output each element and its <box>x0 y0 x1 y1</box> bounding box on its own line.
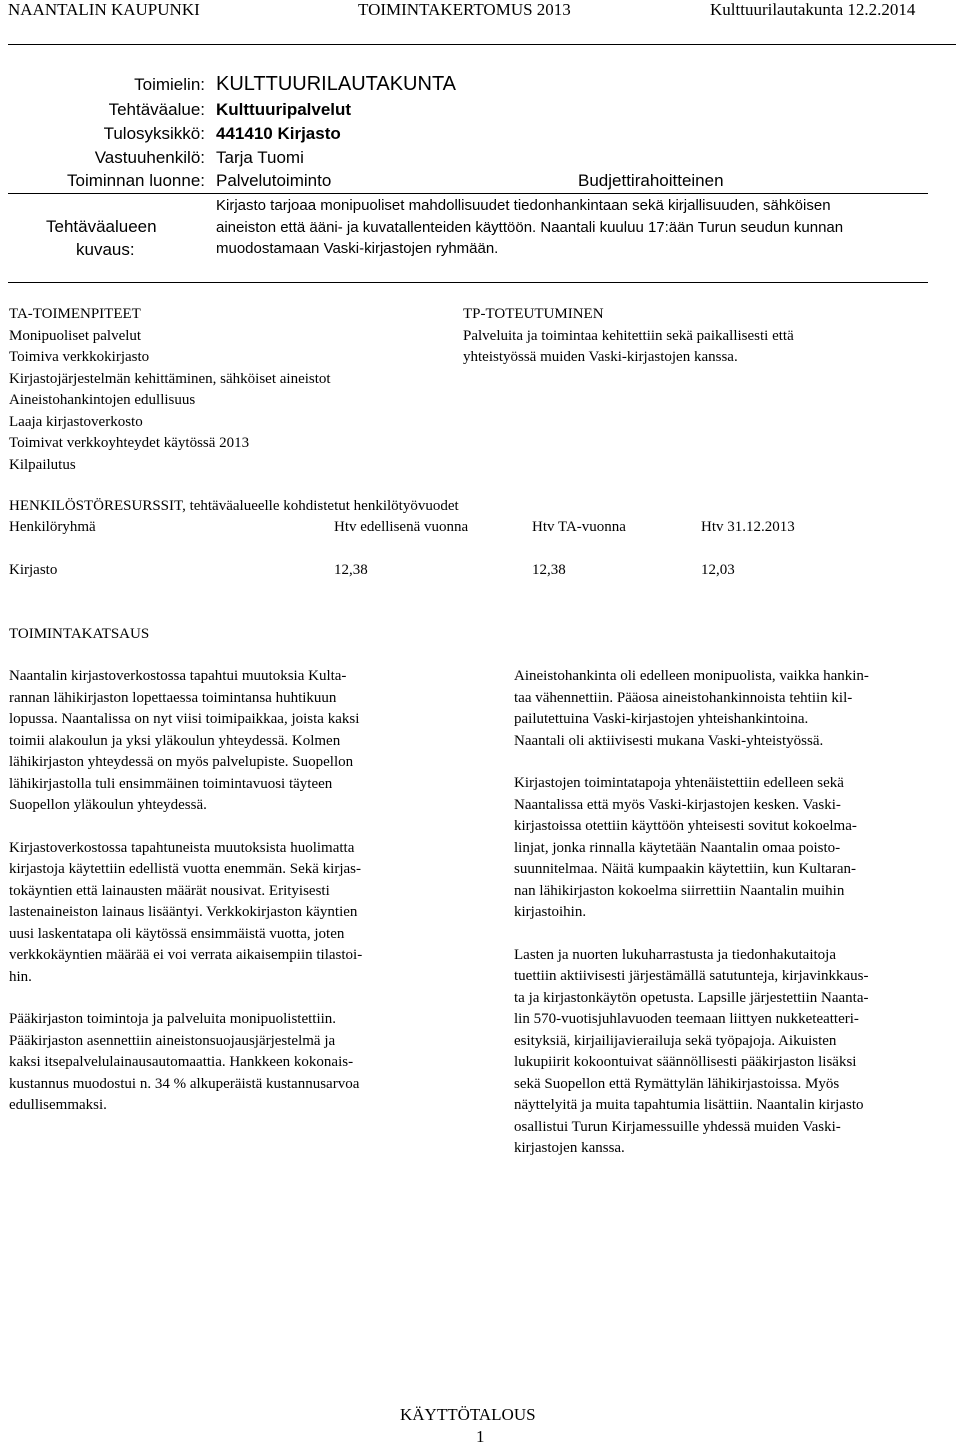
text-line: lähikirjaston yhteydessä on myös palvelupiste. Suopellon <box>9 754 354 770</box>
toimielin-label: Toimielin: <box>134 75 205 94</box>
henkilosto-col-header: Henkilöryhmä <box>9 519 96 535</box>
paragraph <box>514 945 954 1160</box>
text-line: Kirjastoverkostossa tapahtuneista muutoksista huolimatta <box>9 839 355 856</box>
header-committee-date: Kulttuurilautakunta 12.2.2014 <box>710 0 916 19</box>
tehtavaalue-label: Tehtäväalue: <box>108 100 205 119</box>
footer-section-title: KÄYTTÖTALOUS <box>400 1405 536 1424</box>
text-line: osallistui Turun Kirjamessuille yhdessä muiden Vaski- <box>514 1118 841 1135</box>
header-divider <box>8 44 956 45</box>
text-line: Lasten ja nuorten lukuharrastusta ja tiedonhakutaitoja <box>514 946 836 963</box>
text-line: kustannus muodostui n. 34 % alkuperäistä kustannusarvoa <box>9 1075 360 1092</box>
vastuuhenkilo-value: Tarja Tuomi <box>216 148 304 167</box>
ta-toimenpide-item: Laaja kirjastoverkosto <box>9 413 143 430</box>
tp-toteutuminen-section <box>463 304 794 369</box>
text-line: lin 570-vuotisjuhlavuoden teemaan liittyen nukketeatteri- <box>514 1011 859 1027</box>
budjettirahoitteinen-label: Budjettirahoitteinen <box>578 171 724 190</box>
text-line: Pääkirjaston toimintoja ja palveluita monipuolistettiin. <box>9 1011 337 1027</box>
text-line: Naantalissa että myös Vaski-kirjastojen kesken. Vaski- <box>514 796 841 813</box>
ta-toimenpide-item: Toimivat verkkoyhteydet käytössä 2013 <box>9 435 250 451</box>
text-line: Naantalin kirjastoverkostossa tapahtui muutoksia Kulta- <box>9 668 347 684</box>
text-line: uusi laskentatapa oli käytössä ensimmäistä vuotta, joten <box>9 925 345 942</box>
table-cell: 12,38 <box>334 562 368 578</box>
toiminnan-luonne-label: Toiminnan luonne: <box>67 171 205 190</box>
text-line: ta ja kirjastonkäytön opetusta. Lapsille järjestettiin Naanta- <box>514 989 869 1006</box>
text-line: kirjastoja käytettiin edellistä vuotta enemmän. Sekä kirjas- <box>9 861 361 877</box>
text-line: nan lähikirjaston kokoelma siirrettiin Naantalin muihin <box>514 882 845 899</box>
ta-toimenpiteet-section <box>9 304 331 476</box>
text-line: esityksiä, kirjailijavierailuja sekä työpajoja. Aikuisten <box>514 1032 837 1049</box>
text-line: tokäyntien että lainausten määrät nousivat. Erityisesti <box>9 882 330 899</box>
toimintakatsaus-right-column <box>514 666 954 1181</box>
text-line: suunnitelmaa. Näitä kumpaakin käytettiin, kun Kultaran- <box>514 861 856 877</box>
paragraph <box>9 1009 449 1117</box>
henkilosto-col-header: Htv edellisenä vuonna <box>334 519 469 535</box>
table-cell: 12,38 <box>532 562 566 578</box>
paragraph <box>9 838 449 989</box>
ta-toimenpide-item: Toimiva verkkokirjasto <box>9 349 150 365</box>
toimintakatsaus-left-column <box>9 666 449 1138</box>
kuvaus-label-line2: kuvaus: <box>76 240 135 259</box>
toimielin-value: KULTTUURILAUTAKUNTA <box>216 73 457 95</box>
ta-toimenpide-item: Kilpailutus <box>9 456 76 473</box>
henkilosto-col-header: Htv TA-vuonna <box>532 519 626 535</box>
text-line: lähikirjastolla tuli ensimmäinen toimintavuosi täyteen <box>9 775 333 792</box>
text-line: Pääkirjaston asennettiin aineistonsuojausjärjestelmä ja <box>9 1032 336 1049</box>
text-line: rannan lähikirjaston lopettaessa toimintansa huhtikuun <box>9 689 337 706</box>
text-line: kirjastoissa otettiin käyttöön yhteisesti sovitut kokoelma- <box>514 818 857 834</box>
ta-toimenpide-item: Aineistohankintojen edullisuus <box>9 392 196 408</box>
kuvaus-line: aineiston että ääni- ja kuvatallenteiden käyttöön. Naantali kuuluu 17:ään Turun seudun kunnan <box>216 218 844 236</box>
text-line: kirjastoihin. <box>514 904 587 920</box>
text-line: lopussa. Naantalissa on nyt viisi toimipaikkaa, joista kaksi <box>9 711 360 727</box>
kuvaus-line: Kirjasto tarjoaa monipuoliset mahdollisuudet tiedonhankintaan sekä kirjallisuuden, sähköisen <box>216 197 831 214</box>
text-line: kaksi itsepalvelulainausautomaattia. Hankkeen kokonais- <box>9 1054 354 1070</box>
paragraph <box>514 773 954 924</box>
table-cell: 12,03 <box>701 562 735 578</box>
ta-toimenpide-item: Monipuoliset palvelut <box>9 327 142 344</box>
text-line: lastenaineiston lainaus lisääntyi. Verkkokirjaston käyntien <box>9 904 358 920</box>
ta-toimenpide-item: Kirjastojärjestelmän kehittäminen, sähköiset aineistot <box>9 370 331 387</box>
text-line: taa vähennettiin. Pääosa aineistohankinnoista tehtiin kil- <box>514 689 853 706</box>
tp-toteutuminen-line: yhteistyössä muiden Vaski-kirjastojen kanssa. <box>463 349 738 365</box>
text-line: Aineistohankinta oli edelleen monipuolista, vaikka hankin- <box>514 668 869 684</box>
henkilosto-col-header: Htv 31.12.2013 <box>701 519 795 535</box>
tulosyksikko-label: Tulosyksikkö: <box>103 124 205 143</box>
vastuuhenkilo-label: Vastuuhenkilö: <box>94 148 205 167</box>
tp-toteutuminen-heading: TP-TOTEUTUMINEN <box>463 306 604 322</box>
text-line: pailutettuina Vaski-kirjastojen yhteishankintoina. <box>514 711 809 727</box>
text-line: hin. <box>9 968 32 985</box>
tehtavaalue-value: Kulttuuripalvelut <box>216 100 352 119</box>
text-line: kirjastojen kanssa. <box>514 1140 625 1156</box>
text-line: Suopellon yläkoulun yhteydessä. <box>9 797 207 813</box>
text-line: edullisemmaksi. <box>9 1097 107 1113</box>
table-cell: Kirjasto <box>9 562 58 578</box>
tp-toteutuminen-line: Palveluita ja toimintaa kehitettiin sekä paikallisesti että <box>463 327 794 344</box>
meta-divider <box>8 193 928 194</box>
toiminnan-luonne-value: Palvelutoiminto <box>216 171 332 190</box>
kuvaus-divider <box>8 282 928 283</box>
tulosyksikko-value: 441410 Kirjasto <box>216 124 341 143</box>
page-number: 1 <box>476 1427 485 1446</box>
ta-toimenpiteet-heading: TA-TOIMENPITEET <box>9 306 141 322</box>
kuvaus-text <box>216 195 843 260</box>
text-line: Kirjastojen toimintatapoja yhtenäistettiin edelleen sekä <box>514 775 844 791</box>
kuvaus-line: muodostamaan Vaski-kirjastojen ryhmään. <box>216 240 499 257</box>
text-line: näyttelyitä ja muita tapahtumia lisättiin. Naantalin kirjasto <box>514 1097 864 1113</box>
text-line: verkkokäyntien määrää ei voi verrata aikaisempiin tilastoi- <box>9 947 363 963</box>
header-organization: NAANTALIN KAUPUNKI <box>8 0 200 19</box>
text-line: lukupiirit kokoontuivat säännöllisesti pääkirjaston lisäksi <box>514 1054 857 1070</box>
text-line: tuettiin aktiivisesti järjestämällä satutunteja, kirjavinkkaus- <box>514 968 869 984</box>
henkilosto-heading: HENKILÖSTÖRESURSSIT, tehtäväalueelle kohdistetut henkilötyövuodet <box>9 498 459 514</box>
text-line: toimii alakoulun ja yksi yläkoulun yhteydessä. Kolmen <box>9 732 341 749</box>
running-header <box>0 0 960 22</box>
paragraph <box>514 666 954 752</box>
text-line: Naantali oli aktiivisesti mukana Vaski-yhteistyössä. <box>514 732 824 749</box>
toimintakatsaus-heading: TOIMINTAKATSAUS <box>9 626 150 642</box>
text-line: linjat, jonka rinnalla käytetään Naantalin omaa poisto- <box>514 839 841 856</box>
kuvaus-label-line1: Tehtäväalueen <box>46 217 157 236</box>
text-line: sekä Suopellon että Rymättylän lähikirjastoissa. Myös <box>514 1075 840 1092</box>
paragraph <box>9 666 449 817</box>
header-report-title: TOIMINTAKERTOMUS 2013 <box>358 0 571 19</box>
